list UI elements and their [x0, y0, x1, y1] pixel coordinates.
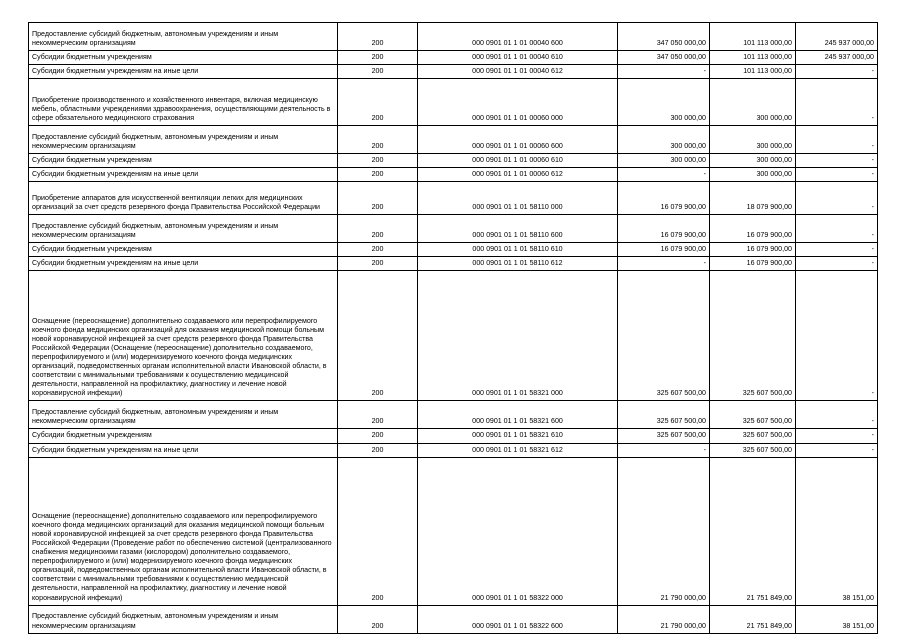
row-amount-2: 300 000,00: [710, 126, 796, 154]
row-amount-1: 347 050 000,00: [618, 51, 710, 65]
row-expense-group: 200: [338, 168, 418, 182]
row-amount-3: -: [796, 154, 878, 168]
table-row: [29, 182, 878, 215]
budget-table-body: [29, 23, 878, 634]
table-row: [29, 154, 878, 168]
row-amount-1: 21 790 000,00: [618, 605, 710, 633]
row-expense-group: 200: [338, 243, 418, 257]
row-amount-1: -: [618, 443, 710, 457]
row-amount-1: 21 790 000,00: [618, 457, 710, 605]
table-row: [29, 401, 878, 429]
row-title: Субсидии бюджетным учреждениям: [29, 51, 338, 65]
row-expense-group: 200: [338, 257, 418, 271]
table-row: [29, 257, 878, 271]
row-amount-2: 300 000,00: [710, 79, 796, 126]
row-amount-3: -: [796, 126, 878, 154]
row-budget-code: 000 0901 01 1 01 58110 612: [418, 257, 618, 271]
row-amount-3: 38 151,00: [796, 605, 878, 633]
row-budget-code: 000 0901 01 1 01 00060 610: [418, 154, 618, 168]
row-expense-group: 200: [338, 79, 418, 126]
row-title: Предоставление субсидий бюджетным, автономным учреждениям и иным некоммерческим организациям: [29, 401, 338, 429]
row-expense-group: 200: [338, 429, 418, 443]
row-amount-2: 18 079 900,00: [710, 182, 796, 215]
row-budget-code: 000 0901 01 1 01 00040 610: [418, 51, 618, 65]
row-title: Оснащение (переоснащение) дополнительно создаваемого или перепрофилируемого коечного фонда медицинских организаций для оказания медицинской помощи больным новой коронавирусной инфекцией за счет средств резервного фонда Правительства Российской Федерации (Оснащение (переоснащение) дополнительно создаваемого, перепрофилируемого и (или) модернизируемого коечного фонда медицинских организаций, подведомственных органам исполнительной власти Ивановской области, в соответствии с минимальными требованиями к осуществлению медицинской деятельности, направленной на профилактику, диагностику и лечение новой коронавирусной инфекции): [29, 271, 338, 401]
budget-table: [28, 22, 878, 634]
row-title: Субсидии бюджетным учреждениям на иные цели: [29, 257, 338, 271]
row-expense-group: 200: [338, 126, 418, 154]
row-title: Предоставление субсидий бюджетным, автономным учреждениям и иным некоммерческим организациям: [29, 215, 338, 243]
table-row: [29, 271, 878, 401]
row-amount-3: -: [796, 215, 878, 243]
row-budget-code: 000 0901 01 1 01 58321 612: [418, 443, 618, 457]
row-title: Субсидии бюджетным учреждениям: [29, 154, 338, 168]
row-expense-group: 200: [338, 23, 418, 51]
row-title: Приобретение аппаратов для искусственной вентиляции легких для медицинских организаций за счет средств резервного фонда Правительства Российской Федерации: [29, 182, 338, 215]
row-amount-1: 325 607 500,00: [618, 401, 710, 429]
row-amount-1: 16 079 900,00: [618, 243, 710, 257]
row-amount-3: -: [796, 443, 878, 457]
row-amount-3: 245 937 000,00: [796, 51, 878, 65]
row-title: Субсидии бюджетным учреждениям: [29, 429, 338, 443]
table-row: [29, 51, 878, 65]
table-row: [29, 443, 878, 457]
row-amount-2: 101 113 000,00: [710, 65, 796, 79]
row-budget-code: 000 0901 01 1 01 58322 600: [418, 605, 618, 633]
row-expense-group: 200: [338, 51, 418, 65]
row-title: Субсидии бюджетным учреждениям на иные цели: [29, 65, 338, 79]
row-amount-2: 325 607 500,00: [710, 443, 796, 457]
row-budget-code: 000 0901 01 1 01 00060 600: [418, 126, 618, 154]
row-budget-code: 000 0901 01 1 01 00060 612: [418, 168, 618, 182]
row-amount-2: 325 607 500,00: [710, 271, 796, 401]
row-amount-3: -: [796, 243, 878, 257]
row-amount-1: -: [618, 257, 710, 271]
row-title: Предоставление субсидий бюджетным, автономным учреждениям и иным некоммерческим организациям: [29, 605, 338, 633]
row-amount-2: 21 751 849,00: [710, 605, 796, 633]
row-title: Предоставление субсидий бюджетным, автономным учреждениям и иным некоммерческим организациям: [29, 126, 338, 154]
row-amount-3: 245 937 000,00: [796, 23, 878, 51]
row-budget-code: 000 0901 01 1 01 00040 612: [418, 65, 618, 79]
row-amount-1: 16 079 900,00: [618, 182, 710, 215]
row-expense-group: 200: [338, 457, 418, 605]
row-amount-1: 300 000,00: [618, 126, 710, 154]
table-row: [29, 23, 878, 51]
row-expense-group: 200: [338, 271, 418, 401]
row-budget-code: 000 0901 01 1 01 58322 000: [418, 457, 618, 605]
table-row: [29, 457, 878, 605]
row-budget-code: 000 0901 01 1 01 58321 000: [418, 271, 618, 401]
row-budget-code: 000 0901 01 1 01 58110 600: [418, 215, 618, 243]
row-amount-2: 325 607 500,00: [710, 429, 796, 443]
row-amount-1: 16 079 900,00: [618, 215, 710, 243]
table-row: [29, 126, 878, 154]
row-expense-group: 200: [338, 215, 418, 243]
row-title: Субсидии бюджетным учреждениям на иные цели: [29, 443, 338, 457]
row-amount-1: 325 607 500,00: [618, 271, 710, 401]
row-amount-1: 300 000,00: [618, 154, 710, 168]
row-expense-group: 200: [338, 401, 418, 429]
row-expense-group: 200: [338, 154, 418, 168]
row-amount-3: -: [796, 257, 878, 271]
row-budget-code: 000 0901 01 1 01 58321 600: [418, 401, 618, 429]
row-expense-group: 200: [338, 182, 418, 215]
row-amount-3: 38 151,00: [796, 457, 878, 605]
row-amount-2: 16 079 900,00: [710, 257, 796, 271]
table-row: [29, 215, 878, 243]
row-expense-group: 200: [338, 605, 418, 633]
row-title: Субсидии бюджетным учреждениям: [29, 243, 338, 257]
table-row: [29, 168, 878, 182]
row-amount-3: -: [796, 429, 878, 443]
row-budget-code: 000 0901 01 1 01 00040 600: [418, 23, 618, 51]
row-title: Оснащение (переоснащение) дополнительно создаваемого или перепрофилируемого коечного фонда медицинских организаций для оказания медицинской помощи больным новой коронавирусной инфекцией за счет средств резервного фонда Правительства Российской Федерации (Проведение работ по обеспечению системой (централизованного снабжения медицинскими газами (кислородом) дополнительно создаваемого, перепрофилируемого и (или) модернизируемого коечного фонда медицинских организаций, подведомственных органам исполнительной власти Ивановской области, в соответствии с минимальными требованиями к осуществлению медицинской деятельности, направленной на профилактику, диагностику и лечение новой коронавирусной инфекции): [29, 457, 338, 605]
row-amount-2: 101 113 000,00: [710, 51, 796, 65]
table-row: [29, 65, 878, 79]
row-amount-2: 16 079 900,00: [710, 215, 796, 243]
table-row: [29, 79, 878, 126]
table-row: [29, 605, 878, 633]
row-amount-2: 21 751 849,00: [710, 457, 796, 605]
row-amount-2: 300 000,00: [710, 168, 796, 182]
row-amount-1: -: [618, 65, 710, 79]
row-amount-3: -: [796, 65, 878, 79]
row-budget-code: 000 0901 01 1 01 58321 610: [418, 429, 618, 443]
row-amount-2: 325 607 500,00: [710, 401, 796, 429]
row-expense-group: 200: [338, 65, 418, 79]
row-amount-2: 300 000,00: [710, 154, 796, 168]
row-expense-group: 200: [338, 443, 418, 457]
row-budget-code: 000 0901 01 1 01 58110 000: [418, 182, 618, 215]
row-budget-code: 000 0901 01 1 01 00060 000: [418, 79, 618, 126]
row-amount-1: 347 050 000,00: [618, 23, 710, 51]
row-amount-2: 101 113 000,00: [710, 23, 796, 51]
row-title: Приобретение производственного и хозяйственного инвентаря, включая медицинскую мебель, областными учреждениями здравоохранения, осуществляющими деятельность в сфере обязательного медицинского страхования: [29, 79, 338, 126]
row-amount-3: -: [796, 271, 878, 401]
row-amount-1: 300 000,00: [618, 79, 710, 126]
row-amount-3: -: [796, 182, 878, 215]
row-title: Субсидии бюджетным учреждениям на иные цели: [29, 168, 338, 182]
row-amount-1: 325 607 500,00: [618, 429, 710, 443]
table-row: [29, 243, 878, 257]
row-amount-3: -: [796, 168, 878, 182]
row-amount-3: -: [796, 401, 878, 429]
row-title: Предоставление субсидий бюджетным, автономным учреждениям и иным некоммерческим организациям: [29, 23, 338, 51]
row-budget-code: 000 0901 01 1 01 58110 610: [418, 243, 618, 257]
row-amount-1: -: [618, 168, 710, 182]
table-row: [29, 429, 878, 443]
row-amount-2: 16 079 900,00: [710, 243, 796, 257]
row-amount-3: -: [796, 79, 878, 126]
